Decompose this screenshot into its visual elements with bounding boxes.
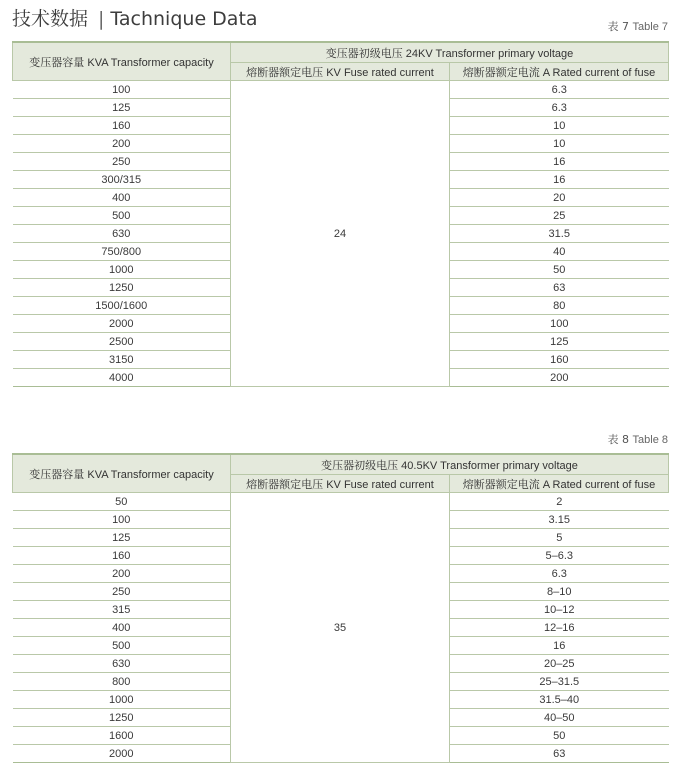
- capacity-cell: 400: [13, 189, 231, 207]
- fuse-current-cell: 16: [450, 171, 669, 189]
- table8-body: [13, 493, 669, 763]
- table7-col-capacity-header: 变压器容量 KVA Transformer capacity: [13, 42, 231, 81]
- fuse-current-cell: 50: [450, 261, 669, 279]
- page-title-cn: 技术数据: [12, 8, 89, 30]
- table8-caption-en: Table 8: [632, 434, 668, 446]
- capacity-cell: 2500: [13, 333, 231, 351]
- page-title-en: Tachnique Data: [110, 8, 258, 30]
- fuse-current-cell: 31.5–40: [450, 691, 669, 709]
- fuse-current-cell: 80: [450, 297, 669, 315]
- capacity-cell: 200: [13, 565, 231, 583]
- table7-group-header: 变压器初级电压 24KV Transformer primary voltage: [231, 42, 669, 63]
- fuse-current-cell: 31.5: [450, 225, 669, 243]
- table7-body: [13, 81, 669, 387]
- fuse-current-cell: 6.3: [450, 81, 669, 99]
- table8-caption: [608, 431, 668, 447]
- table7-col-fuse-voltage-header: 熔断器额定电压 KV Fuse rated current: [231, 63, 450, 81]
- fuse-current-cell: 10: [450, 135, 669, 153]
- fuse-current-cell: 40–50: [450, 709, 669, 727]
- fuse-voltage-cell: 35: [231, 493, 450, 763]
- table7-caption-cn: 表 7: [607, 20, 630, 33]
- fuse-current-cell: 16: [450, 637, 669, 655]
- capacity-cell: 630: [13, 225, 231, 243]
- fuse-voltage-cell: 24: [231, 81, 450, 387]
- capacity-cell: 1000: [13, 261, 231, 279]
- table8: [12, 453, 669, 763]
- fuse-current-cell: 20: [450, 189, 669, 207]
- capacity-cell: 50: [13, 493, 231, 511]
- capacity-cell: 630: [13, 655, 231, 673]
- fuse-current-cell: 200: [450, 369, 669, 387]
- capacity-cell: 160: [13, 547, 231, 565]
- capacity-cell: 1250: [13, 279, 231, 297]
- capacity-cell: 1600: [13, 727, 231, 745]
- table7: [12, 41, 669, 387]
- capacity-cell: 800: [13, 673, 231, 691]
- fuse-current-cell: 10–12: [450, 601, 669, 619]
- capacity-cell: 100: [13, 81, 231, 99]
- table-row: [13, 81, 669, 99]
- fuse-current-cell: 25: [450, 207, 669, 225]
- title-separator: |: [98, 8, 105, 30]
- capacity-cell: 1500/1600: [13, 297, 231, 315]
- table8-col-fuse-voltage-header: 熔断器额定电压 KV Fuse rated current: [231, 475, 450, 493]
- fuse-current-cell: 125: [450, 333, 669, 351]
- capacity-cell: 250: [13, 583, 231, 601]
- capacity-cell: 3150: [13, 351, 231, 369]
- fuse-current-cell: 63: [450, 745, 669, 763]
- table-row: [13, 493, 669, 511]
- fuse-current-cell: 3.15: [450, 511, 669, 529]
- capacity-cell: 2000: [13, 315, 231, 333]
- fuse-current-cell: 2: [450, 493, 669, 511]
- fuse-current-cell: 5: [450, 529, 669, 547]
- capacity-cell: 750/800: [13, 243, 231, 261]
- fuse-current-cell: 5–6.3: [450, 547, 669, 565]
- fuse-current-cell: 16: [450, 153, 669, 171]
- table8-col-fuse-current-header: 熔断器额定电流 A Rated current of fuse: [450, 475, 669, 493]
- capacity-cell: 300/315: [13, 171, 231, 189]
- fuse-current-cell: 63: [450, 279, 669, 297]
- table7-caption: [608, 18, 668, 34]
- fuse-current-cell: 12–16: [450, 619, 669, 637]
- capacity-cell: 4000: [13, 369, 231, 387]
- table8-col-capacity-header: 变压器容量 KVA Transformer capacity: [13, 454, 231, 493]
- fuse-current-cell: 20–25: [450, 655, 669, 673]
- capacity-cell: 250: [13, 153, 231, 171]
- fuse-current-cell: 6.3: [450, 99, 669, 117]
- capacity-cell: 160: [13, 117, 231, 135]
- table8-caption-cn: 表 8: [607, 433, 630, 446]
- fuse-current-cell: 10: [450, 117, 669, 135]
- capacity-cell: 1000: [13, 691, 231, 709]
- capacity-cell: 2000: [13, 745, 231, 763]
- fuse-current-cell: 100: [450, 315, 669, 333]
- table7-caption-en: Table 7: [632, 21, 668, 33]
- capacity-cell: 500: [13, 207, 231, 225]
- capacity-cell: 500: [13, 637, 231, 655]
- table7-col-fuse-current-header: 熔断器额定电流 A Rated current of fuse: [450, 63, 669, 81]
- page-title: [12, 4, 258, 31]
- fuse-current-cell: 40: [450, 243, 669, 261]
- fuse-current-cell: 8–10: [450, 583, 669, 601]
- capacity-cell: 1250: [13, 709, 231, 727]
- capacity-cell: 100: [13, 511, 231, 529]
- table8-group-header: 变压器初级电压 40.5KV Transformer primary voltage: [231, 454, 669, 475]
- capacity-cell: 400: [13, 619, 231, 637]
- capacity-cell: 125: [13, 529, 231, 547]
- capacity-cell: 125: [13, 99, 231, 117]
- fuse-current-cell: 6.3: [450, 565, 669, 583]
- fuse-current-cell: 160: [450, 351, 669, 369]
- capacity-cell: 200: [13, 135, 231, 153]
- fuse-current-cell: 25–31.5: [450, 673, 669, 691]
- capacity-cell: 315: [13, 601, 231, 619]
- fuse-current-cell: 50: [450, 727, 669, 745]
